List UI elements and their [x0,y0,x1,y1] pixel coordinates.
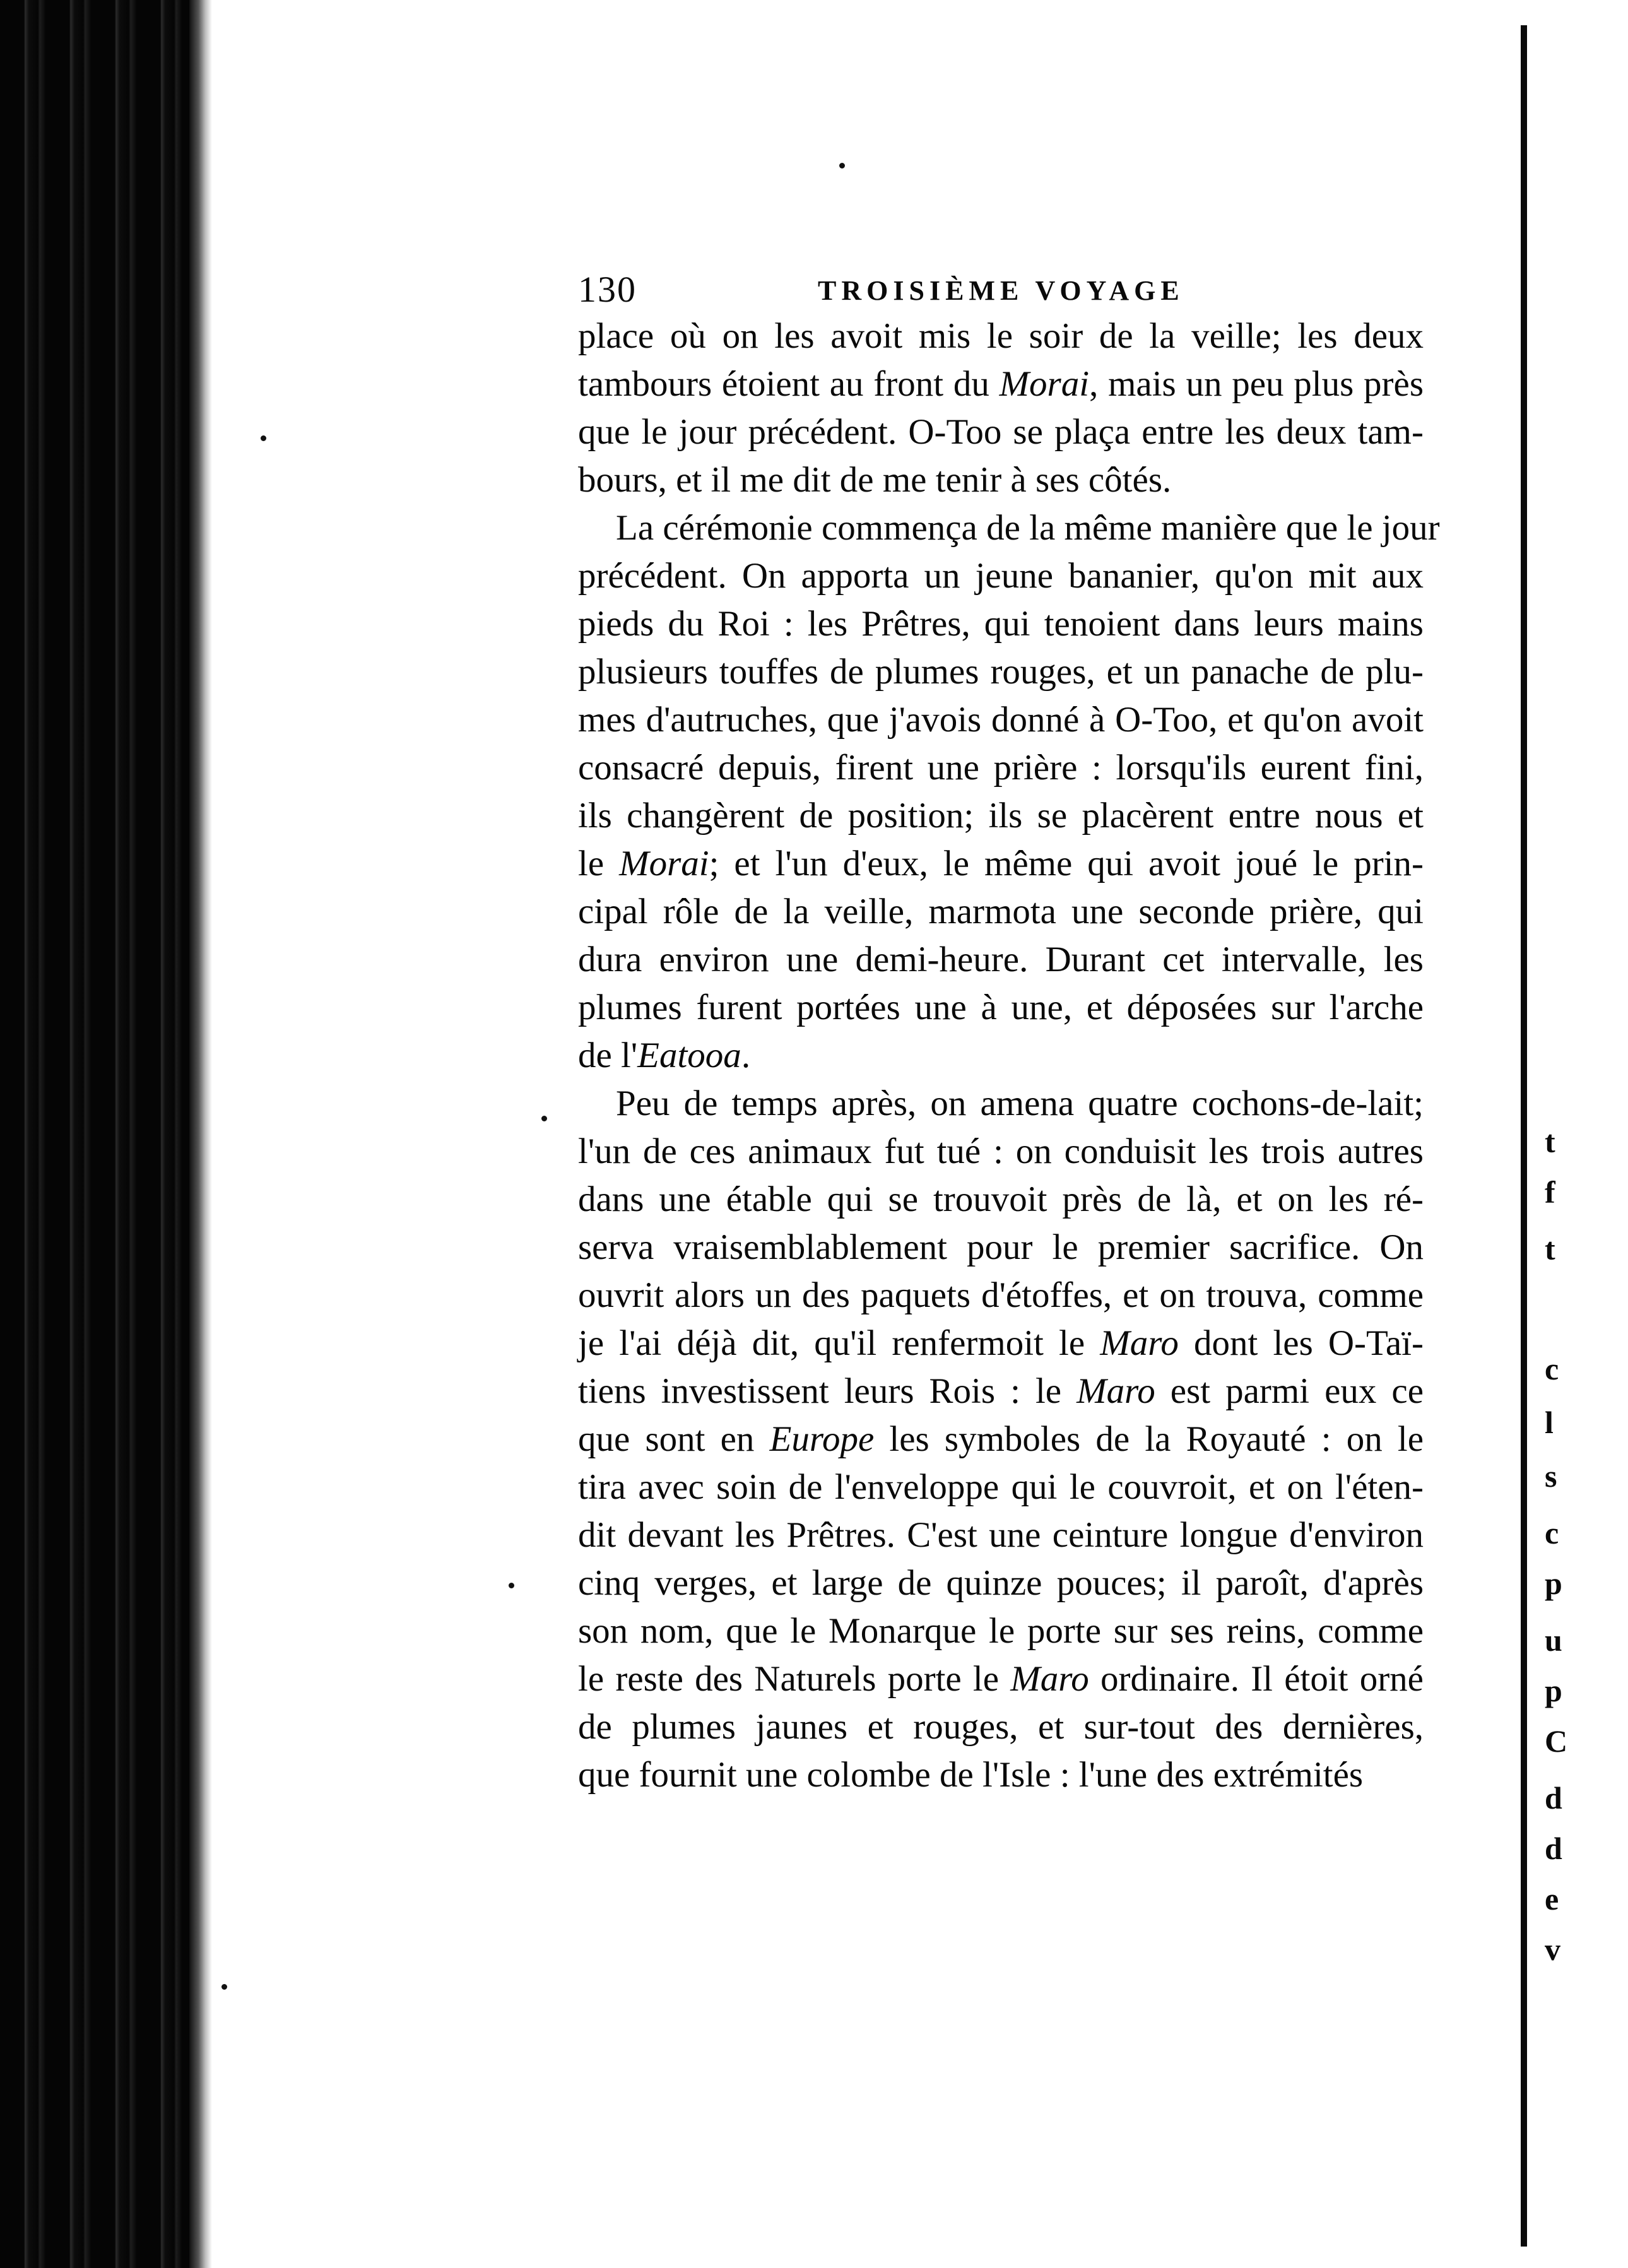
facing-page-edge [1521,0,1628,2268]
text-line: dans une étable qui se trouvoit près de là, et on les ré- [578,1179,1424,1219]
text-line: de l'Eatooa. [578,1036,751,1075]
facing-page-letter: t [1545,1124,1555,1159]
facing-page-letter: p [1545,1566,1562,1601]
running-head [578,268,1424,312]
text-line: plusieurs touffes de plumes rouges, et un panache de plu- [578,652,1424,692]
page-number: 130 [578,269,637,310]
text-line: le reste des Naturels porte le Maro ordinaire. Il étoit orné [578,1659,1424,1699]
ink-speck [839,163,845,168]
facing-page-letter: t [1545,1231,1555,1267]
text-line: ils changèrent de position; ils se placèrent entre nous et [578,796,1424,836]
text-line: cipal rôle de la veille, marmota une seconde prière, qui [578,892,1424,931]
text-line: que le jour précédent. O-Too se plaça entre les deux tam- [578,412,1424,452]
running-title: TROISIÈME VOYAGE [818,275,1184,306]
text-line: que sont en Europe les symboles de la Royauté : on le [578,1419,1424,1459]
facing-page-letter: s [1545,1458,1557,1494]
text-line: dit devant les Prêtres. C'est une ceinture longue d'environ [578,1515,1424,1555]
ink-speck [261,435,266,441]
ink-speck [221,1984,227,1990]
facing-page-border [1521,25,1527,2247]
text-line: place où on les avoit mis le soir de la veille; les deux [578,316,1424,356]
facing-page-letter: C [1545,1723,1568,1759]
page-body [578,268,1440,1799]
page-gutter [189,0,212,2268]
text-line: que fournit une colombe de l'Isle : l'une des extrémités [578,1755,1364,1795]
text-line: bours, et il me dit de me tenir à ses côtés. [578,460,1172,500]
facing-page-letter: v [1545,1932,1560,1967]
text-line: consacré depuis, firent une prière : lorsqu'ils eurent fini, [578,748,1424,788]
facing-page-letter: p [1545,1673,1562,1708]
text-line: La cérémonie commença de la même manière que le jour [616,508,1440,548]
facing-page-letter: c [1545,1515,1559,1550]
text-body [578,312,1440,1799]
facing-page-letter: u [1545,1622,1562,1658]
text-line: de plumes jaunes et rouges, et sur-tout des dernières, [578,1707,1424,1747]
text-line: précédent. On apporta un jeune bananier, qu'on mit aux [578,556,1424,596]
text-line: je l'ai déjà dit, qu'il renfermoit le Maro dont les O-Taï- [578,1323,1424,1363]
text-line: mes d'autruches, que j'avois donné à O-Too, et qu'on avoit [578,700,1424,740]
facing-page-letter: f [1545,1174,1555,1210]
text-line: dura environ une demi-heure. Durant cet intervalle, les [578,940,1424,979]
text-line: Peu de temps après, on amena quatre cochons-de-lait; [616,1084,1424,1123]
text-line: ouvrit alors un des paquets d'étoffes, et on trouva, comme [578,1275,1424,1315]
facing-page-letter: d [1545,1780,1562,1816]
text-line: l'un de ces animaux fut tué : on conduisit les trois autres [578,1131,1424,1171]
text-line: tambours étoient au front du Morai, mais un peu plus près [578,364,1424,404]
text-line: le Morai; et l'un d'eux, le même qui avoit joué le prin- [578,844,1424,883]
ink-speck [509,1583,514,1588]
facing-page-letter: c [1545,1351,1559,1386]
facing-page-letter: d [1545,1831,1562,1866]
text-line: son nom, que le Monarque le porte sur ses reins, comme [578,1611,1424,1651]
text-line: tira avec soin de l'enveloppe qui le couvroit, et on l'éten- [578,1467,1424,1507]
facing-page-letter: e [1545,1881,1559,1917]
paragraph [578,504,1440,1080]
facing-page-letter: l [1545,1405,1554,1440]
book-spine [0,0,208,2268]
text-line: tiens investissent leurs Rois : le Maro est parmi eux ce [578,1371,1424,1411]
text-line: cinq verges, et large de quinze pouces; il paroît, d'après [578,1563,1424,1603]
paragraph [578,1080,1424,1799]
text-line: plumes furent portées une à une, et déposées sur l'arche [578,988,1424,1027]
ink-speck [541,1116,547,1121]
text-line: serva vraisemblablement pour le premier sacrifice. On [578,1227,1424,1267]
text-line: pieds du Roi : les Prêtres, qui tenoient dans leurs mains [578,604,1424,644]
paragraph [578,312,1424,504]
